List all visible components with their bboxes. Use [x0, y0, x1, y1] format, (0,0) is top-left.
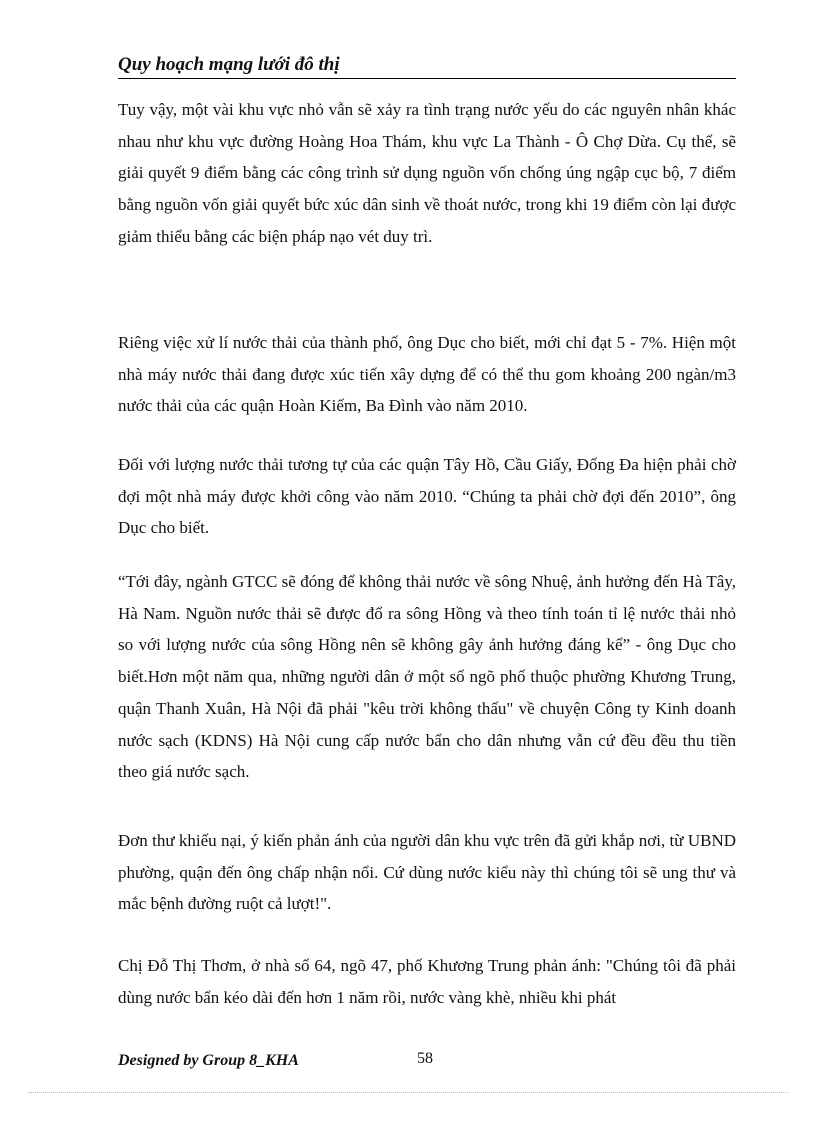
page-bottom-divider [28, 1092, 788, 1093]
paragraph-3: Đối với lượng nước thải tương tự của các quận Tây Hồ, Cầu Giấy, Đống Đa hiện phải chờ đợi một nhà máy được khởi công vào năm 2010. “Chúng ta phải chờ đợi đến 2010”, ông Dục cho biết. [118, 455, 736, 538]
paragraph-2: Riêng việc xử lí nước thải của thành phố, ông Dục cho biết, mới chỉ đạt 5 - 7%. Hiện một nhà máy nước thải đang được xúc tiến xây dựng để có thể thu gom khoảng 200 ngàn/m3 nước thải của các quận Hoàn Kiếm, Ba Đình vào năm 2010. [118, 333, 736, 416]
paragraph-1: Tuy vậy, một vài khu vực nhỏ vẫn sẽ xảy ra tình trạng nước yếu do các nguyên nhân khác nhau như khu vực đường Hoàng Hoa Thám, khu vực La Thành - Ô Chợ Dừa. Cụ thể, sẽ giải quyết 9 điểm bằng các công trình sử dụng nguồn vốn chống úng ngập cục bộ, 7 điểm bằng nguồn vốn giải quyết bức xúc dân sinh về thoát nước, trong khi 19 điểm còn lại được giảm thiểu bằng các biện pháp nạo vét duy trì. [118, 100, 736, 246]
paragraph-5: Đơn thư khiếu nại, ý kiến phản ánh của người dân khu vực trên đã gửi khắp nơi, từ UBND phường, quận đến ông chấp nhận nổi. Cứ dùng nước kiểu này thì chúng tôi sẽ ung thư và mắc bệnh đường ruột cả lượt!". [118, 831, 736, 914]
page-header-title: Quy hoạch mạng lưới đô thị [118, 52, 736, 79]
paragraph-4: “Tới đây, ngành GTCC sẽ đóng để không thải nước về sông Nhuệ, ảnh hưởng đến Hà Tây, Hà Nam. Nguồn nước thải sẽ được đổ ra sông Hồng và theo tính toán tỉ lệ nước thải nhỏ so với lượng nước của sông Hồng nên sẽ không gây ảnh hưởng đáng kể” - ông Dục cho biết.Hơn một năm qua, những người dân ở một số ngõ phố thuộc phường Khương Trung, quận Thanh Xuân, Hà Nội đã phải "kêu trời không thấu" về chuyện Công ty Kinh doanh nước sạch (KDNS) Hà Nội cung cấp nước bẩn cho dân nhưng vẫn cứ đều đều thu tiền theo giá nước sạch. [118, 572, 736, 782]
paragraph-6: Chị Đỗ Thị Thơm, ở nhà số 64, ngõ 47, phố Khương Trung phản ánh: "Chúng tôi đã phải dùng nước bẩn kéo dài đến hơn 1 năm rồi, nước vàng khè, nhiều khi phát [118, 956, 736, 1007]
footer-credit: Designed by Group 8_KHA [118, 1052, 299, 1069]
page-number: 58 [417, 1050, 433, 1067]
